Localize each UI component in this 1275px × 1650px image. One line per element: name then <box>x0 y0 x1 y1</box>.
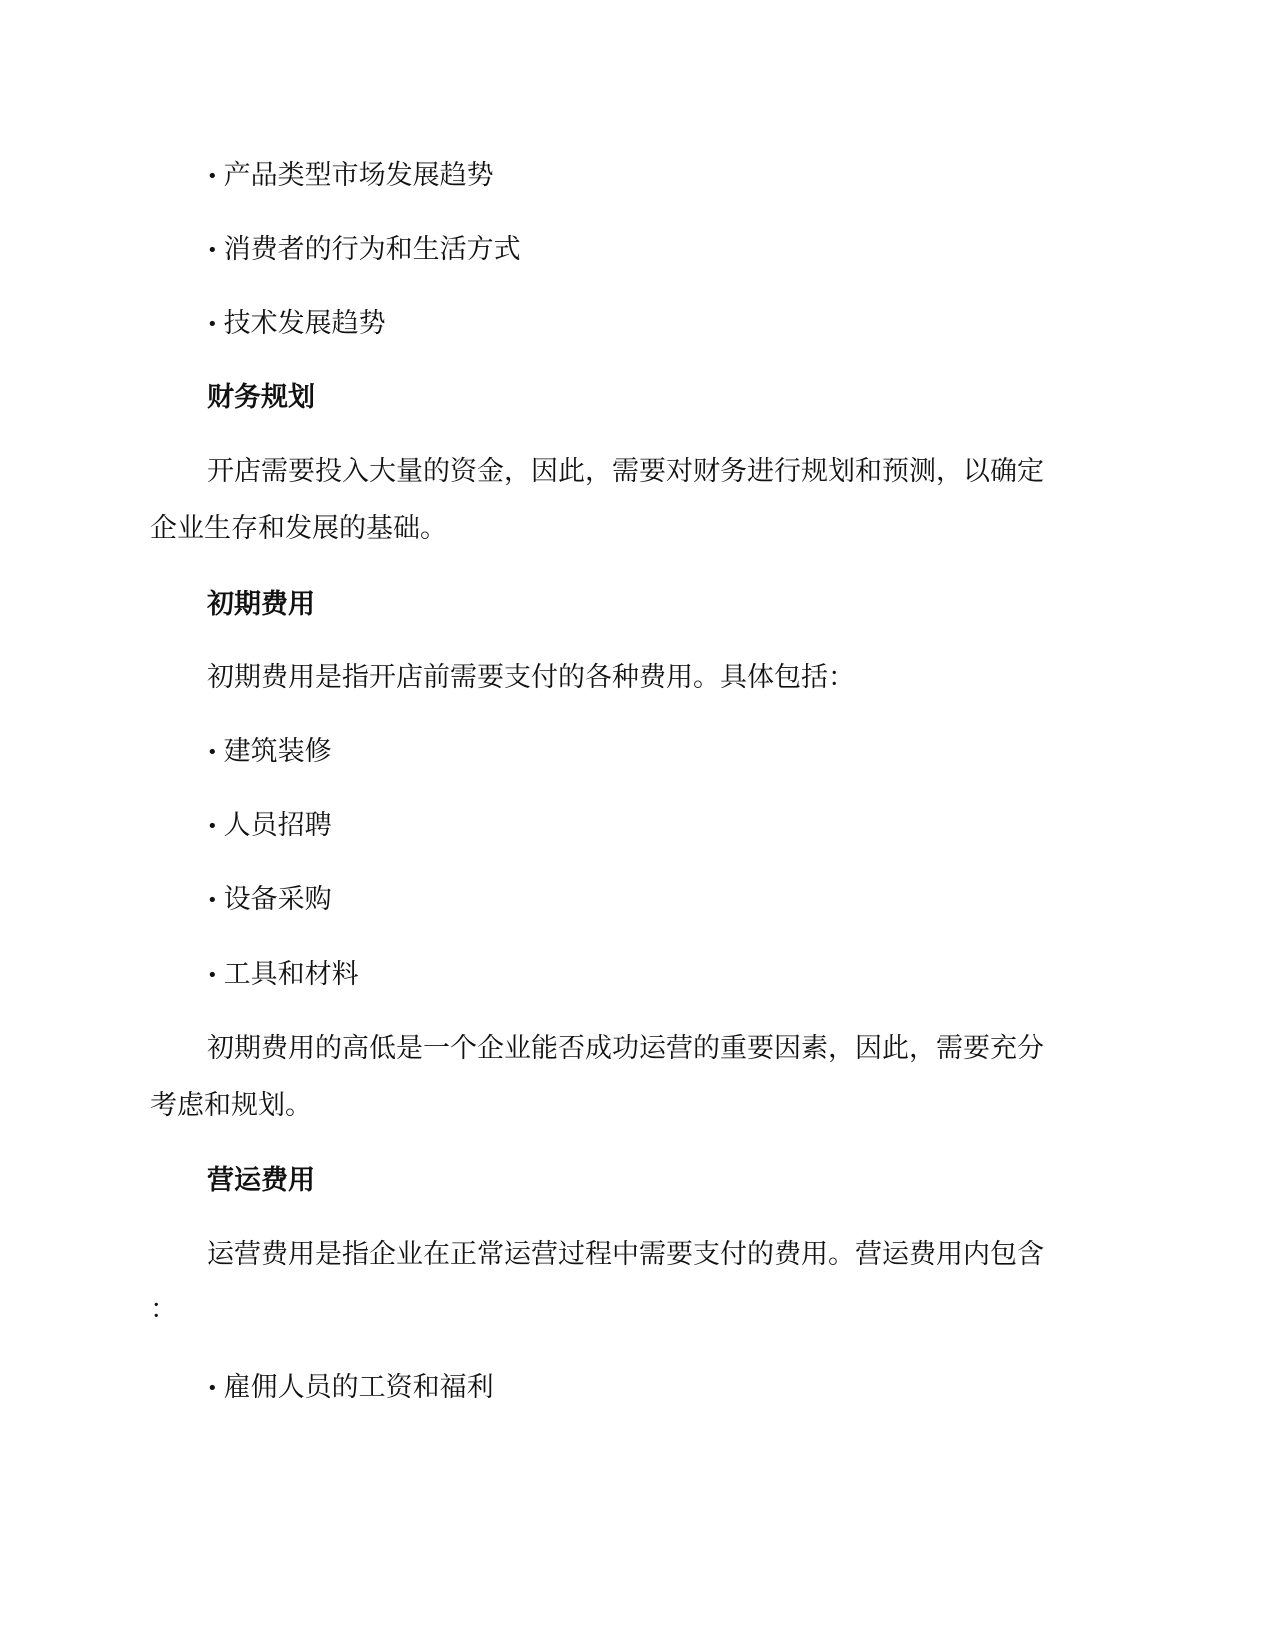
list-item-text: 消费者的行为和生活方式 <box>223 234 521 265</box>
paragraph-line: 考虑和规划。 <box>150 1090 312 1121</box>
list-item-text: 设备采购 <box>223 884 332 915</box>
paragraph-line: ： <box>150 1294 177 1325</box>
bullet-icon: • <box>207 166 218 187</box>
section-heading-financial: 财务规划 <box>207 382 315 413</box>
list-item <box>207 159 494 194</box>
bullet-icon: • <box>207 1378 218 1399</box>
list-item <box>207 958 359 993</box>
bullet-icon: • <box>207 816 218 837</box>
list-item <box>207 1371 494 1406</box>
list-item-text: 产品类型市场发展趋势 <box>223 160 494 191</box>
paragraph-line: 开店需要投入大量的资金，因此，需要对财务进行规划和预测，以确定 <box>207 456 1044 487</box>
list-item-text: 雇佣人员的工资和福利 <box>223 1372 494 1403</box>
bullet-icon: • <box>207 742 218 763</box>
bullet-icon: • <box>207 890 218 911</box>
list-item <box>207 735 332 770</box>
list-item <box>207 883 332 918</box>
list-item <box>207 307 386 342</box>
bullet-icon: • <box>207 240 218 261</box>
paragraph-line: 初期费用是指开店前需要支付的各种费用。具体包括： <box>207 662 855 693</box>
list-item-text: 工具和材料 <box>223 959 359 990</box>
paragraph-line: 运营费用是指企业在正常运营过程中需要支付的费用。营运费用内包含 <box>207 1239 1044 1270</box>
section-heading-operating-costs: 营运费用 <box>207 1165 315 1196</box>
list-item-text: 建筑装修 <box>223 736 332 767</box>
section-heading-initial-costs: 初期费用 <box>207 589 315 620</box>
list-item-text: 技术发展趋势 <box>223 308 386 339</box>
list-item-text: 人员招聘 <box>223 810 332 841</box>
bullet-icon: • <box>207 314 218 335</box>
list-item <box>207 233 521 268</box>
paragraph-line: 企业生存和发展的基础。 <box>150 513 447 544</box>
bullet-icon: • <box>207 965 218 986</box>
paragraph-line: 初期费用的高低是一个企业能否成功运营的重要因素，因此，需要充分 <box>207 1033 1044 1064</box>
list-item <box>207 809 332 844</box>
